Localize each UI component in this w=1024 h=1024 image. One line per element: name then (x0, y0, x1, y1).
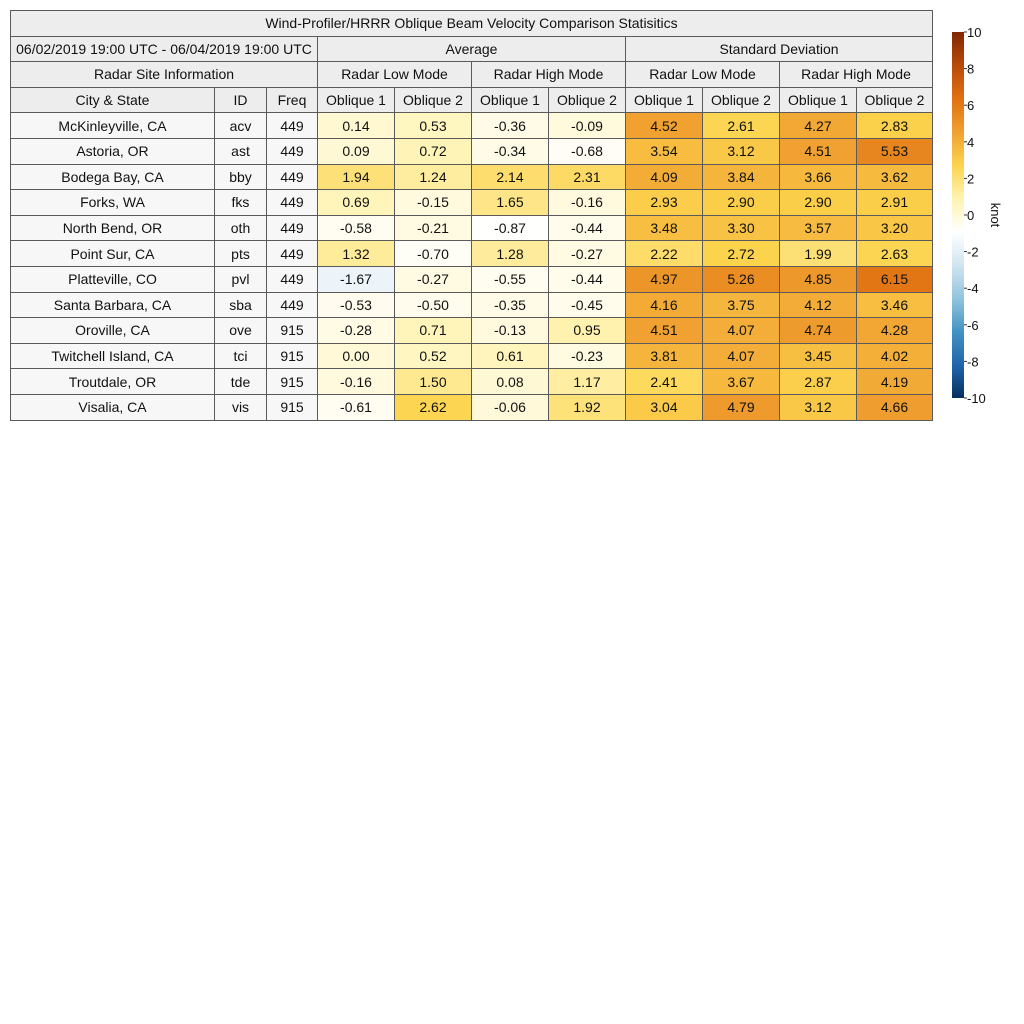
table-row (11, 190, 933, 216)
value-cell-avg-high-ob2: 0.95 (549, 318, 626, 344)
colorbar-tick-label: 4 (967, 134, 975, 150)
value-cell-avg-high-ob1: 1.65 (472, 190, 549, 216)
table-title: Wind-Profiler/HRRR Oblique Beam Velocity Comparison Statisitics (11, 11, 933, 37)
table-row (11, 292, 933, 318)
site-id: ast (215, 138, 267, 164)
value-cell-std-high-ob2: 2.91 (857, 190, 933, 216)
value-cell-avg-high-ob1: -0.34 (472, 138, 549, 164)
site-id: acv (215, 113, 267, 139)
value-cell-std-high-ob2: 4.28 (857, 318, 933, 344)
site-city: McKinleyville, CA (11, 113, 215, 139)
site-freq: 915 (267, 369, 318, 395)
site-freq: 915 (267, 343, 318, 369)
table-row (11, 318, 933, 344)
value-cell-std-low-ob2: 3.30 (703, 215, 780, 241)
value-cell-std-high-ob1: 4.12 (780, 292, 857, 318)
table-row (11, 138, 933, 164)
value-cell-avg-high-ob1: -0.06 (472, 394, 549, 420)
value-cell-avg-high-ob1: -0.35 (472, 292, 549, 318)
value-cell-std-low-ob2: 3.84 (703, 164, 780, 190)
value-cell-std-low-ob2: 2.90 (703, 190, 780, 216)
colorbar-tick-label: -6 (967, 317, 979, 333)
value-cell-avg-low-ob1: -0.28 (318, 318, 395, 344)
value-cell-avg-low-ob2: 0.72 (395, 138, 472, 164)
site-city: Forks, WA (11, 190, 215, 216)
value-cell-std-high-ob1: 3.45 (780, 343, 857, 369)
site-city: Twitchell Island, CA (11, 343, 215, 369)
site-freq: 449 (267, 215, 318, 241)
average-group-header: Average (318, 36, 626, 62)
site-id: pts (215, 241, 267, 267)
site-id: ove (215, 318, 267, 344)
value-cell-std-low-ob2: 4.79 (703, 394, 780, 420)
colorbar-tick-label: 8 (967, 61, 975, 77)
col-header-std-high-ob2: Oblique 2 (857, 87, 933, 113)
colorbar-tick-label: -10 (967, 391, 986, 406)
site-freq: 915 (267, 318, 318, 344)
value-cell-avg-low-ob2: 0.52 (395, 343, 472, 369)
site-freq: 449 (267, 266, 318, 292)
site-city: Platteville, CO (11, 266, 215, 292)
value-cell-avg-high-ob1: 0.08 (472, 369, 549, 395)
value-cell-std-low-ob2: 4.07 (703, 318, 780, 344)
value-cell-std-high-ob1: 4.51 (780, 138, 857, 164)
table-row (11, 164, 933, 190)
site-freq: 449 (267, 190, 318, 216)
site-id: pvl (215, 266, 267, 292)
value-cell-std-low-ob1: 4.52 (626, 113, 703, 139)
value-cell-avg-high-ob2: -0.23 (549, 343, 626, 369)
value-cell-std-high-ob2: 4.66 (857, 394, 933, 420)
site-id: fks (215, 190, 267, 216)
colorbar-tick-label: -4 (967, 281, 979, 297)
col-header-avg-high-ob2: Oblique 2 (549, 87, 626, 113)
value-cell-std-low-ob1: 4.09 (626, 164, 703, 190)
site-freq: 449 (267, 113, 318, 139)
value-cell-avg-low-ob2: -0.27 (395, 266, 472, 292)
value-cell-avg-high-ob1: 0.61 (472, 343, 549, 369)
value-cell-std-high-ob2: 3.62 (857, 164, 933, 190)
value-cell-avg-high-ob1: -0.87 (472, 215, 549, 241)
site-id: oth (215, 215, 267, 241)
site-id: tci (215, 343, 267, 369)
site-city: Santa Barbara, CA (11, 292, 215, 318)
value-cell-avg-low-ob1: 1.94 (318, 164, 395, 190)
value-cell-std-low-ob1: 2.93 (626, 190, 703, 216)
value-cell-std-low-ob2: 3.75 (703, 292, 780, 318)
site-city: Visalia, CA (11, 394, 215, 420)
value-cell-avg-low-ob2: 0.53 (395, 113, 472, 139)
site-city: Astoria, OR (11, 138, 215, 164)
col-header-std-low-ob2: Oblique 2 (703, 87, 780, 113)
col-header-city: City & State (11, 87, 215, 113)
value-cell-std-high-ob2: 2.63 (857, 241, 933, 267)
value-cell-std-low-ob1: 3.54 (626, 138, 703, 164)
value-cell-avg-low-ob1: 0.00 (318, 343, 395, 369)
value-cell-std-high-ob1: 4.74 (780, 318, 857, 344)
value-cell-std-high-ob1: 3.66 (780, 164, 857, 190)
value-cell-avg-low-ob1: 0.09 (318, 138, 395, 164)
value-cell-avg-low-ob2: -0.15 (395, 190, 472, 216)
value-cell-std-high-ob1: 2.90 (780, 190, 857, 216)
site-info-header: Radar Site Information (11, 62, 318, 88)
date-range: 06/02/2019 19:00 UTC - 06/04/2019 19:00 UTC (11, 36, 318, 62)
value-cell-std-low-ob2: 3.67 (703, 369, 780, 395)
value-cell-avg-high-ob1: -0.13 (472, 318, 549, 344)
std-group-header: Standard Deviation (626, 36, 933, 62)
colorbar-tick-label: 10 (967, 25, 982, 40)
colorbar-tick-label: -8 (967, 354, 979, 370)
table-row (11, 241, 933, 267)
table-body (11, 113, 933, 420)
value-cell-avg-low-ob1: 0.14 (318, 113, 395, 139)
site-freq: 449 (267, 138, 318, 164)
value-cell-avg-high-ob2: 1.17 (549, 369, 626, 395)
site-freq: 449 (267, 292, 318, 318)
col-header-id: ID (215, 87, 267, 113)
value-cell-std-low-ob1: 2.22 (626, 241, 703, 267)
value-cell-avg-high-ob1: 2.14 (472, 164, 549, 190)
value-cell-avg-high-ob2: 1.92 (549, 394, 626, 420)
value-cell-avg-high-ob1: 1.28 (472, 241, 549, 267)
value-cell-avg-low-ob1: 0.69 (318, 190, 395, 216)
value-cell-avg-low-ob2: -0.50 (395, 292, 472, 318)
value-cell-std-low-ob1: 4.16 (626, 292, 703, 318)
site-city: Oroville, CA (11, 318, 215, 344)
value-cell-std-low-ob1: 3.48 (626, 215, 703, 241)
value-cell-std-high-ob2: 5.53 (857, 138, 933, 164)
value-cell-avg-low-ob1: -1.67 (318, 266, 395, 292)
colorbar-tick-label: 2 (967, 171, 975, 187)
value-cell-avg-high-ob2: -0.45 (549, 292, 626, 318)
value-cell-avg-high-ob2: -0.44 (549, 215, 626, 241)
value-cell-std-high-ob2: 2.83 (857, 113, 933, 139)
value-cell-std-low-ob2: 3.12 (703, 138, 780, 164)
value-cell-std-high-ob1: 1.99 (780, 241, 857, 267)
site-id: tde (215, 369, 267, 395)
colorbar-tick-label: -2 (967, 244, 979, 260)
site-city: Troutdale, OR (11, 369, 215, 395)
site-freq: 449 (267, 241, 318, 267)
value-cell-avg-low-ob2: 2.62 (395, 394, 472, 420)
value-cell-std-low-ob1: 3.04 (626, 394, 703, 420)
col-header-std-low-ob1: Oblique 1 (626, 87, 703, 113)
value-cell-avg-low-ob1: -0.16 (318, 369, 395, 395)
site-id: bby (215, 164, 267, 190)
value-cell-std-low-ob1: 3.81 (626, 343, 703, 369)
table-row (11, 113, 933, 139)
value-cell-std-high-ob1: 3.12 (780, 394, 857, 420)
colorbar-tick-label: 0 (967, 208, 975, 223)
comparison-table (10, 10, 933, 421)
col-header-avg-high-ob1: Oblique 1 (472, 87, 549, 113)
site-id: sba (215, 292, 267, 318)
value-cell-std-low-ob2: 2.61 (703, 113, 780, 139)
value-cell-avg-low-ob1: -0.58 (318, 215, 395, 241)
value-cell-std-high-ob1: 4.85 (780, 266, 857, 292)
value-cell-std-high-ob2: 4.02 (857, 343, 933, 369)
value-cell-std-high-ob2: 3.20 (857, 215, 933, 241)
value-cell-std-low-ob2: 4.07 (703, 343, 780, 369)
col-header-avg-low-ob2: Oblique 2 (395, 87, 472, 113)
value-cell-avg-high-ob1: -0.36 (472, 113, 549, 139)
value-cell-avg-low-ob2: 0.71 (395, 318, 472, 344)
value-cell-avg-low-ob2: 1.24 (395, 164, 472, 190)
value-cell-avg-low-ob1: -0.61 (318, 394, 395, 420)
table-row (11, 343, 933, 369)
table-row (11, 215, 933, 241)
colorbar-tick-label: 6 (967, 98, 975, 114)
value-cell-std-high-ob2: 6.15 (857, 266, 933, 292)
value-cell-std-low-ob1: 4.51 (626, 318, 703, 344)
table-row (11, 394, 933, 420)
value-cell-std-high-ob2: 4.19 (857, 369, 933, 395)
site-city: Point Sur, CA (11, 241, 215, 267)
table-row (11, 266, 933, 292)
colorbar-legend (940, 22, 1020, 412)
value-cell-avg-high-ob2: -0.16 (549, 190, 626, 216)
value-cell-std-low-ob2: 5.26 (703, 266, 780, 292)
site-freq: 915 (267, 394, 318, 420)
value-cell-avg-low-ob2: 1.50 (395, 369, 472, 395)
value-cell-std-high-ob1: 2.87 (780, 369, 857, 395)
avg-high-mode-header: Radar High Mode (472, 62, 626, 88)
colorbar-label: knot (988, 202, 1003, 228)
site-city: North Bend, OR (11, 215, 215, 241)
value-cell-avg-low-ob1: -0.53 (318, 292, 395, 318)
col-header-std-high-ob1: Oblique 1 (780, 87, 857, 113)
site-id: vis (215, 394, 267, 420)
value-cell-avg-high-ob2: -0.27 (549, 241, 626, 267)
value-cell-avg-low-ob1: 1.32 (318, 241, 395, 267)
avg-low-mode-header: Radar Low Mode (318, 62, 472, 88)
value-cell-avg-high-ob1: -0.55 (472, 266, 549, 292)
colorbar-gradient (952, 32, 964, 398)
std-low-mode-header: Radar Low Mode (626, 62, 780, 88)
value-cell-avg-high-ob2: -0.44 (549, 266, 626, 292)
value-cell-avg-low-ob2: -0.21 (395, 215, 472, 241)
value-cell-std-low-ob1: 4.97 (626, 266, 703, 292)
value-cell-std-high-ob2: 3.46 (857, 292, 933, 318)
value-cell-std-low-ob2: 2.72 (703, 241, 780, 267)
std-high-mode-header: Radar High Mode (780, 62, 933, 88)
value-cell-avg-high-ob2: 2.31 (549, 164, 626, 190)
value-cell-avg-high-ob2: -0.09 (549, 113, 626, 139)
value-cell-avg-high-ob2: -0.68 (549, 138, 626, 164)
site-freq: 449 (267, 164, 318, 190)
value-cell-std-high-ob1: 4.27 (780, 113, 857, 139)
value-cell-std-low-ob1: 2.41 (626, 369, 703, 395)
table-row (11, 369, 933, 395)
col-header-avg-low-ob1: Oblique 1 (318, 87, 395, 113)
value-cell-avg-low-ob2: -0.70 (395, 241, 472, 267)
site-city: Bodega Bay, CA (11, 164, 215, 190)
col-header-freq: Freq (267, 87, 318, 113)
value-cell-std-high-ob1: 3.57 (780, 215, 857, 241)
